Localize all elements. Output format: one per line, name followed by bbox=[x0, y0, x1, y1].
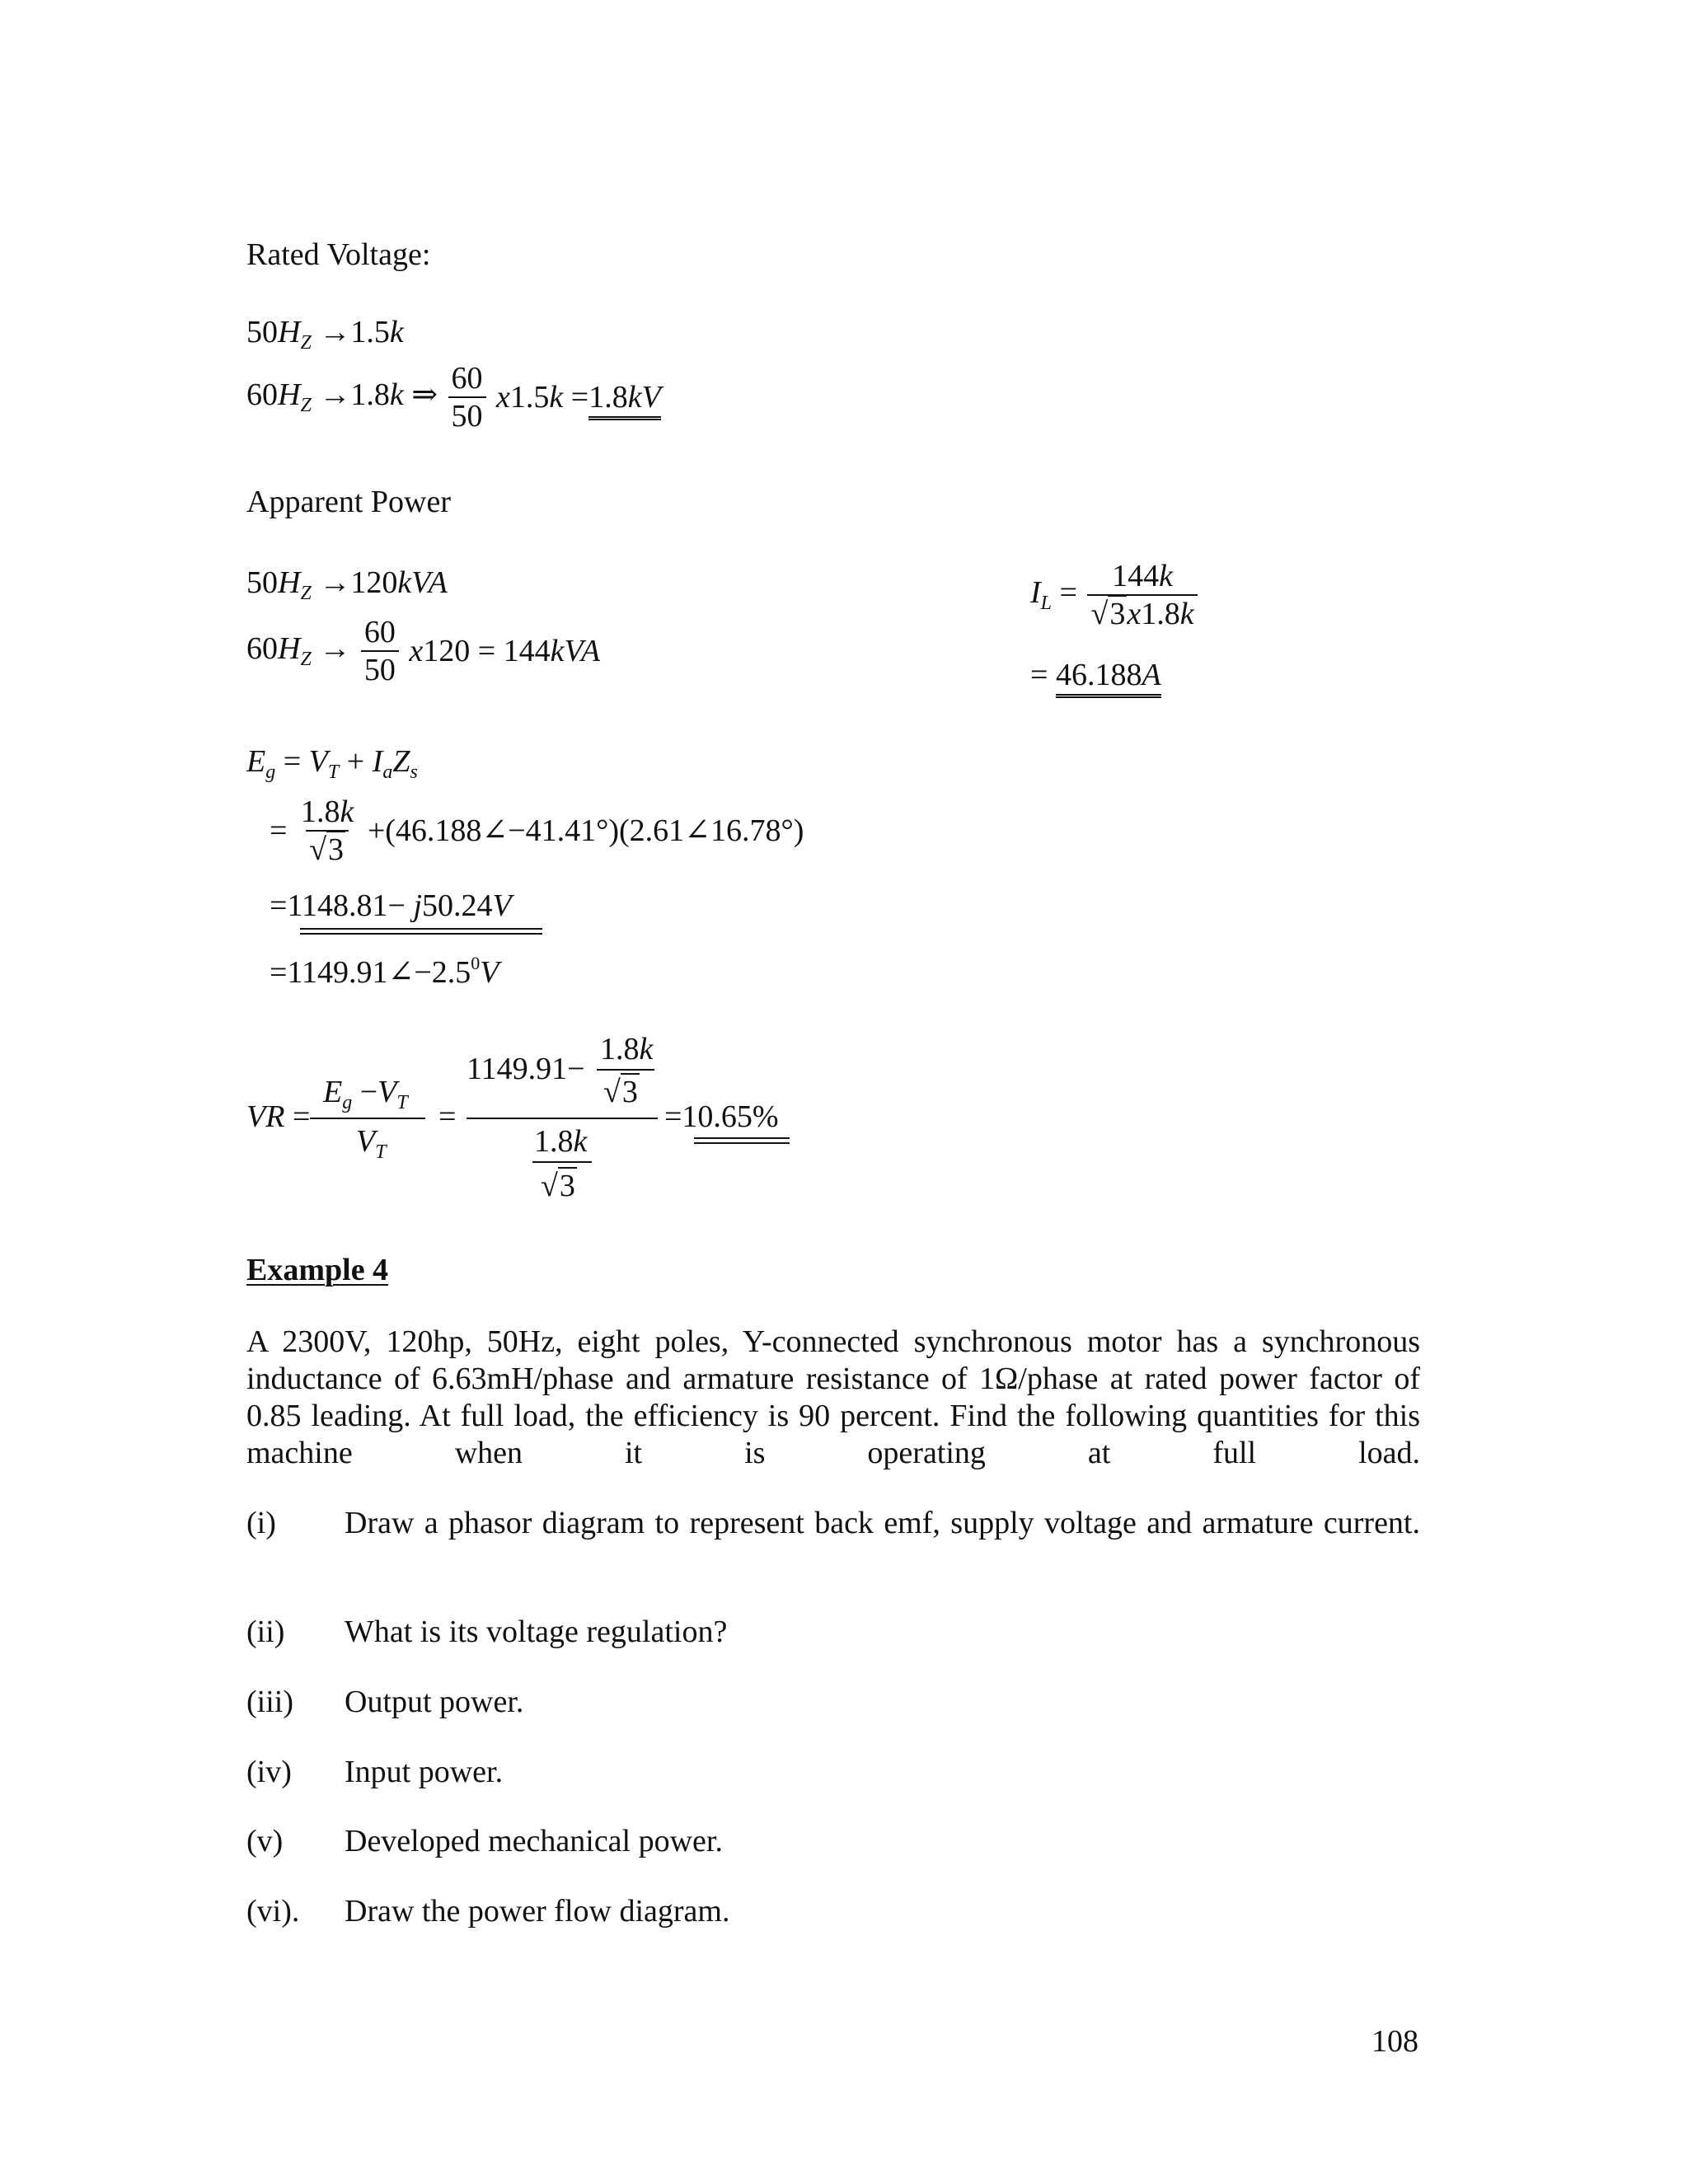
vr-num-frac-sqrt: √3 bbox=[603, 1075, 638, 1109]
double-underline-vr bbox=[694, 1137, 790, 1144]
list-item-text: Input power. bbox=[345, 1755, 504, 1789]
list-item-label: (v) bbox=[246, 1824, 284, 1858]
vr-equals: = bbox=[438, 1099, 457, 1134]
vr-den-frac-bar bbox=[532, 1161, 592, 1163]
vr-num-frac-bar bbox=[597, 1069, 654, 1071]
vr-label: VR = bbox=[246, 1099, 311, 1134]
list-item-label: (iii) bbox=[246, 1685, 293, 1719]
example-paragraph: A 2300V, 120hp, 50Hz, eight poles, Y-connected synchronous motor has a synchronous inductance of 6.63mH/phase and armature resistance of 1Ω/phase at rated power factor of 0.85 leading. At full load, the efficiency is 90 percent. Find the following quantities for this machine when it is operating at full load. bbox=[246, 1324, 1420, 1470]
list-item-label: (ii) bbox=[246, 1615, 285, 1649]
heading-apparent-power: Apparent Power bbox=[246, 485, 451, 519]
double-underline-rect bbox=[300, 928, 542, 935]
list-item-text: Output power. bbox=[345, 1685, 524, 1719]
vr-num-value: 1149.91− bbox=[467, 1052, 585, 1086]
eq-eg-polar: $=1149.91\angle-2.5^0V$ bbox=[270, 953, 499, 990]
list-item-text: Developed mechanical power. bbox=[345, 1824, 723, 1858]
list-item-label: (vi). bbox=[246, 1894, 300, 1929]
list-item-label: (i) bbox=[246, 1506, 276, 1540]
vr-den-sqrt: √3 bbox=[541, 1169, 575, 1203]
eq-line-current-result: = 46.188A bbox=[1030, 659, 1161, 691]
vr-den-top: 1.8k bbox=[534, 1124, 588, 1159]
page-number: 108 bbox=[1372, 2024, 1418, 2059]
vr-fraction-bar-1 bbox=[310, 1118, 425, 1119]
vr-num-frac-top: 1.8k bbox=[600, 1032, 654, 1066]
eq-voltage-50hz: $50H_Z \to 1.5k$ bbox=[246, 315, 404, 354]
heading-example-4: Example 4 bbox=[246, 1253, 389, 1287]
eq-eg-substitution: = $\frac{1.8k}{√3}$ +(46.188∠−41.41°)(2.61∠16.78°) bbox=[270, 794, 804, 867]
vr-fraction-bar-2 bbox=[467, 1118, 658, 1119]
eq-voltage-60hz: $60H_Z \to 1.8k$ ⇒ $\frac{60}{50}$ x1.5k =1.8kV bbox=[246, 361, 661, 434]
list-item-text: Draw a phasor diagram to represent back emf, supply voltage and armature current. bbox=[345, 1506, 1420, 1540]
list-item-label: (iv) bbox=[246, 1755, 292, 1789]
result-rated-voltage: 1.8kV bbox=[588, 380, 661, 420]
eq-power-50hz: $50H_Z \to 120kVA$ bbox=[246, 565, 448, 604]
list-item-text: Draw the power flow diagram. bbox=[345, 1894, 730, 1929]
vr-numerator: $E_g -V_T$ bbox=[323, 1075, 408, 1113]
list-item-text: What is its voltage regulation? bbox=[345, 1615, 728, 1649]
eq-eg-rectangular: =1148.81− j50.24V bbox=[270, 888, 512, 923]
eq-eg-definition: $E_g = V_T + I_aZ_s$ bbox=[246, 744, 418, 783]
vr-denominator: $V_T$ bbox=[356, 1124, 387, 1163]
heading-rated-voltage: Rated Voltage: bbox=[246, 237, 431, 272]
eq-line-current: $I_L$ = $\frac{144k}{√3x1.8k}$ bbox=[1030, 560, 1200, 630]
eq-power-60hz: $60H_Z$ → $\frac{60}{50}$ x120 = 144kVA bbox=[246, 615, 601, 687]
vr-result: =10.65% bbox=[664, 1099, 779, 1134]
